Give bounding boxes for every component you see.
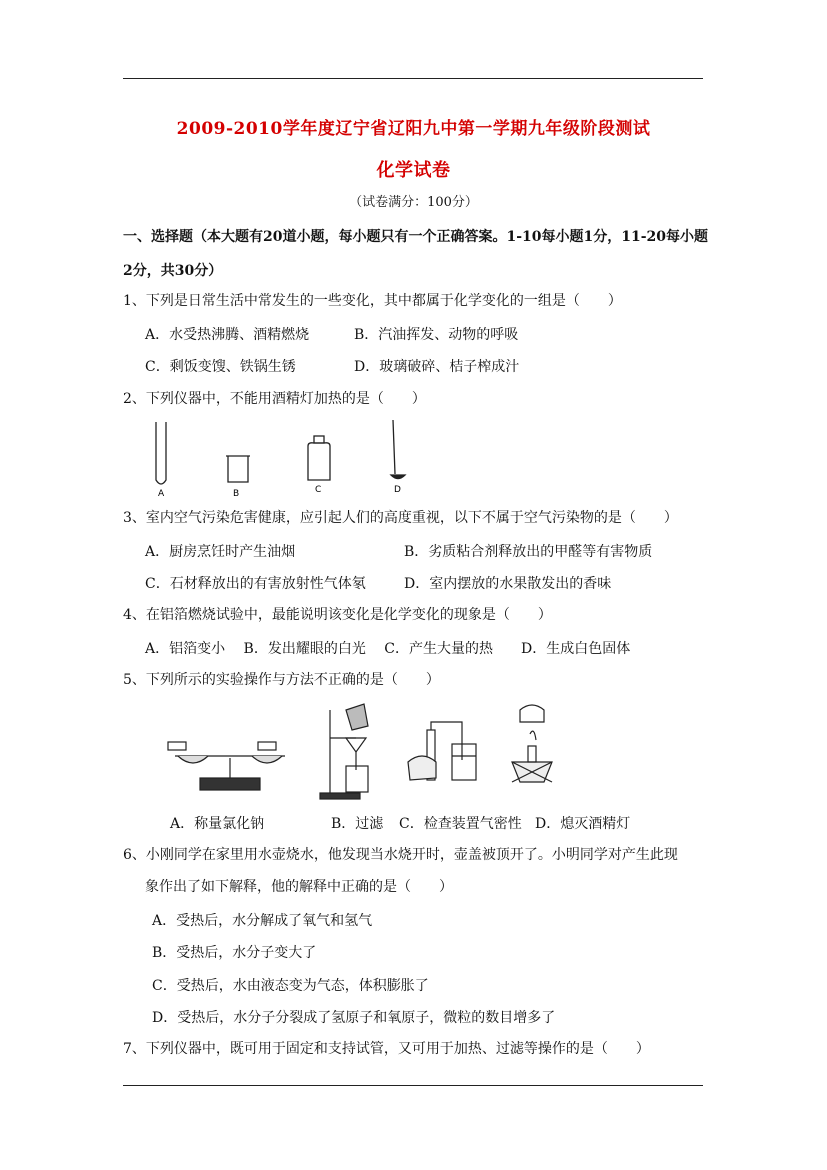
question-5-figure: [160, 700, 600, 805]
question-2-stem: 2、下列仪器中，不能用酒精灯加热的是（ ）: [123, 391, 426, 407]
question-3-option-d: D．室内摆放的水果散发出的香味: [404, 576, 612, 592]
question-1-option-b: B．汽油挥发、动物的呼吸: [354, 327, 519, 343]
exam-title: 2009-2010学年度辽宁省辽阳九中第一学期九年级阶段测试: [176, 119, 651, 139]
question-5-option-a: A．称量氯化钠: [170, 816, 265, 832]
question-1-stem: 1、下列是日常生活中常发生的一些变化，其中都属于化学变化的一组是（ ）: [123, 293, 622, 309]
figure-label-a: A: [158, 489, 165, 499]
question-4-options: A．铝箔变小 B．发出耀眼的白光 C．产生大量的热 D．生成白色固体: [145, 641, 631, 657]
question-6-option-c: C．受热后，水由液态变为气态，体积膨胀了: [152, 978, 429, 994]
test-tube-icon: [156, 422, 166, 484]
figure-label-b: B: [233, 489, 240, 499]
question-6-stem: 6、小刚同学在家里用水壶烧水，他发现当水烧开时，壶盖被顶开了。小明同学对产生此现: [123, 847, 678, 863]
filtration-apparatus-icon: [320, 704, 368, 799]
question-1-option-c: C．剩饭变馊、铁锅生锈: [145, 359, 296, 375]
question-6-option-d: D．受热后，水分子分裂成了氢原子和氧原子，微粒的数目增多了: [152, 1010, 556, 1026]
figure-label-d: D: [394, 485, 401, 495]
question-5-option-b: B．过滤: [331, 816, 384, 832]
question-6-option-a: A．受热后，水分解成了氧气和氢气: [152, 913, 373, 929]
full-marks: （试卷满分：100分）: [349, 195, 478, 210]
exam-subtitle: 化学试卷: [376, 160, 451, 181]
question-1-option-a: A．水受热沸腾、酒精燃烧: [145, 327, 310, 343]
question-2-figure: [148, 418, 418, 500]
question-5-stem: 5、下列所示的实验操作与方法不正确的是（ ）: [123, 672, 440, 688]
question-6-stem-cont: 象作出了如下解释，他的解释中正确的是（ ）: [145, 879, 453, 895]
alcohol-lamp-icon: [512, 705, 552, 782]
section-heading-cont: 2分，共30分）: [123, 263, 223, 279]
top-rule: [123, 78, 703, 79]
question-4-stem: 4、在铝箔燃烧试验中，最能说明该变化是化学变化的现象是（ ）: [123, 607, 552, 623]
gas-bottle-icon: [308, 436, 330, 480]
question-1-option-d: D．玻璃破碎、桔子榨成汁: [354, 359, 520, 375]
question-5-option-c: C．检查装置气密性: [399, 816, 522, 832]
question-3-option-c: C．石材释放出的有害放射性气体氡: [145, 576, 366, 592]
question-3-option-a: A．厨房烹饪时产生油烟: [145, 544, 296, 560]
balance-scale-icon: [168, 742, 285, 790]
airtightness-check-icon: [408, 722, 476, 780]
question-3-stem: 3、室内空气污染危害健康，应引起人们的高度重视，以下不属于空气污染物的是（ ）: [123, 510, 678, 526]
bottom-rule: [123, 1085, 703, 1086]
question-5-option-d: D．熄灭酒精灯: [535, 816, 631, 832]
combustion-spoon-icon: [391, 420, 405, 479]
question-7-stem: 7、下列仪器中，既可用于固定和支持试管，又可用于加热、过滤等操作的是（ ）: [123, 1041, 650, 1057]
figure-label-c: C: [315, 485, 322, 495]
section-heading: 一、选择题（本大题有20道小题，每小题只有一个正确答案。1-10每小题1分，11-20每小题: [123, 229, 709, 245]
question-6-option-b: B．受热后，水分子变大了: [152, 945, 317, 961]
beaker-icon: [226, 456, 250, 482]
question-3-option-b: B．劣质粘合剂释放出的甲醛等有害物质: [404, 544, 653, 560]
